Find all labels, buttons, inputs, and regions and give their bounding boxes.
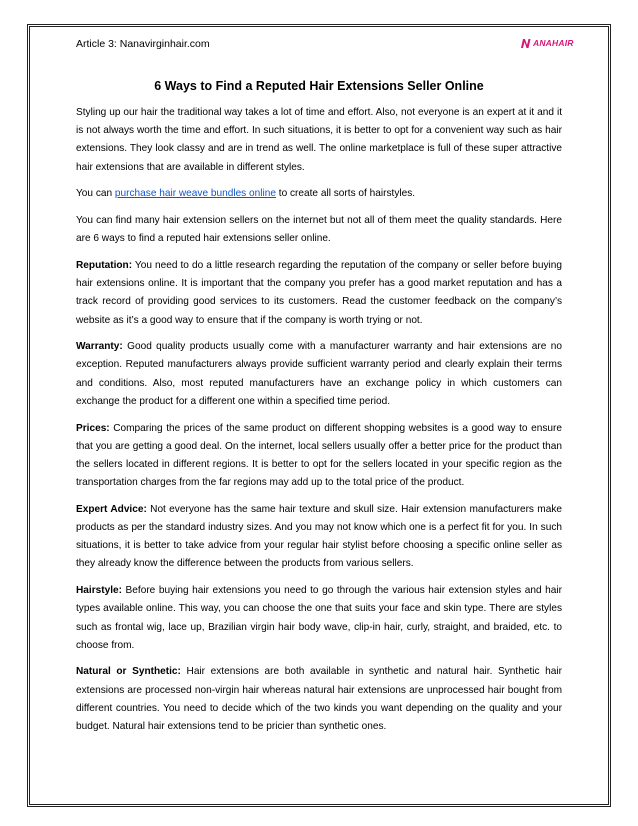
logo-n-icon bbox=[520, 38, 532, 49]
section-text: Not everyone has the same hair texture and skull size. Hair extension manufacturers make products as per the standard industry sizes. And you may not know which one is a perfect fit for you. In such situations, it is better to take advice from your regular hair stylist before choosing a specific online seller as they already know the difference between the products from various sellers. bbox=[76, 503, 562, 570]
overview-paragraph: You can find many hair extension sellers on the internet but not all of them meet the quality standards. Here are 6 ways to find a reputed hair extensions seller online. bbox=[76, 215, 562, 245]
article-header: Article 3: Nanavirginhair.com bbox=[76, 38, 210, 50]
section-heading: Natural or Synthetic: bbox=[76, 666, 181, 678]
section-heading: Expert Advice: bbox=[76, 503, 147, 515]
logo-text: ANAHAIR bbox=[533, 38, 574, 48]
hair-weave-bundles-link[interactable]: purchase hair weave bundles online bbox=[114, 188, 276, 200]
intro-paragraph: Styling up our hair the traditional way takes a lot of time and effort. Also, not everyone is an expert at it and it is not always worth the time and effort. In such situations, it is better to opt for a convenient way such as hair extensions. They look classy and are in trend as well. The online marketplace is full of these super attractive hair extensions that are available in different styles. bbox=[76, 107, 562, 173]
brand-logo bbox=[520, 36, 574, 50]
section-text: Comparing the prices of the same product on different shopping websites is a good way to ensure that you are getting a good deal. On the internet, local sellers usually offer a better price for the product than the sellers located in different regions. It is better to opt for the sellers located in your specific region as the transportation charges from the far regions may add up to the total price of the product. bbox=[76, 422, 562, 489]
section-heading: Reputation: bbox=[76, 259, 133, 271]
section-hairstyle bbox=[76, 582, 562, 655]
section-warranty bbox=[76, 338, 562, 411]
section-expert-advice bbox=[76, 501, 562, 574]
article-body bbox=[76, 104, 562, 745]
section-text: You need to do a little research regarding the reputation of the company or seller before buying hair extensions online. It is important that the company you prefer has a good market reputation and has a track record of providing good services to its customers. Read the customer feedback on the company’s website as it’s a good way to ensure that if the company is worth trying or not. bbox=[76, 259, 562, 326]
link-paragraph bbox=[76, 185, 562, 203]
section-text: Good quality products usually come with a manufacturer warranty and hair extensions are no exception. Reputed manufacturers always provide sufficient warranty period and clearly explain their terms and conditions. Also, most reputed manufacturers have an exchange policy in which customers can exchange the product for a different one within a specified time period. bbox=[76, 341, 562, 407]
page-title: 6 Ways to Find a Reputed Hair Extensions Seller Online bbox=[154, 79, 484, 93]
section-natural-or-synthetic bbox=[76, 663, 562, 736]
link-paragraph-before: You can bbox=[76, 188, 115, 200]
section-reputation bbox=[76, 257, 562, 330]
section-text: Before buying hair extensions you need to go through the various hair extension styles and hair types available online. This way, you can choose the one that suits your face and skin type. There are styles such as frontal wig, lace up, Brazilian virgin hair body wave, clip-in hair, curly, straight, and braided, etc. to choose from. bbox=[76, 585, 562, 651]
section-heading: Hairstyle: bbox=[76, 585, 123, 597]
section-heading: Prices: bbox=[76, 422, 110, 434]
section-heading: Warranty: bbox=[76, 341, 123, 353]
link-paragraph-after: to create all sorts of hairstyles. bbox=[275, 188, 416, 200]
section-prices bbox=[76, 420, 562, 493]
section-text: Hair extensions are both available in synthetic and natural hair. Synthetic hair extensions are processed non-virgin hair whereas natural hair extensions are unprocessed hair bought from different countries. You need to decide which of the two kinds you want depending on the quality and your budget. Natural hair extensions tend to be pricier than synthetic ones. bbox=[76, 666, 562, 733]
